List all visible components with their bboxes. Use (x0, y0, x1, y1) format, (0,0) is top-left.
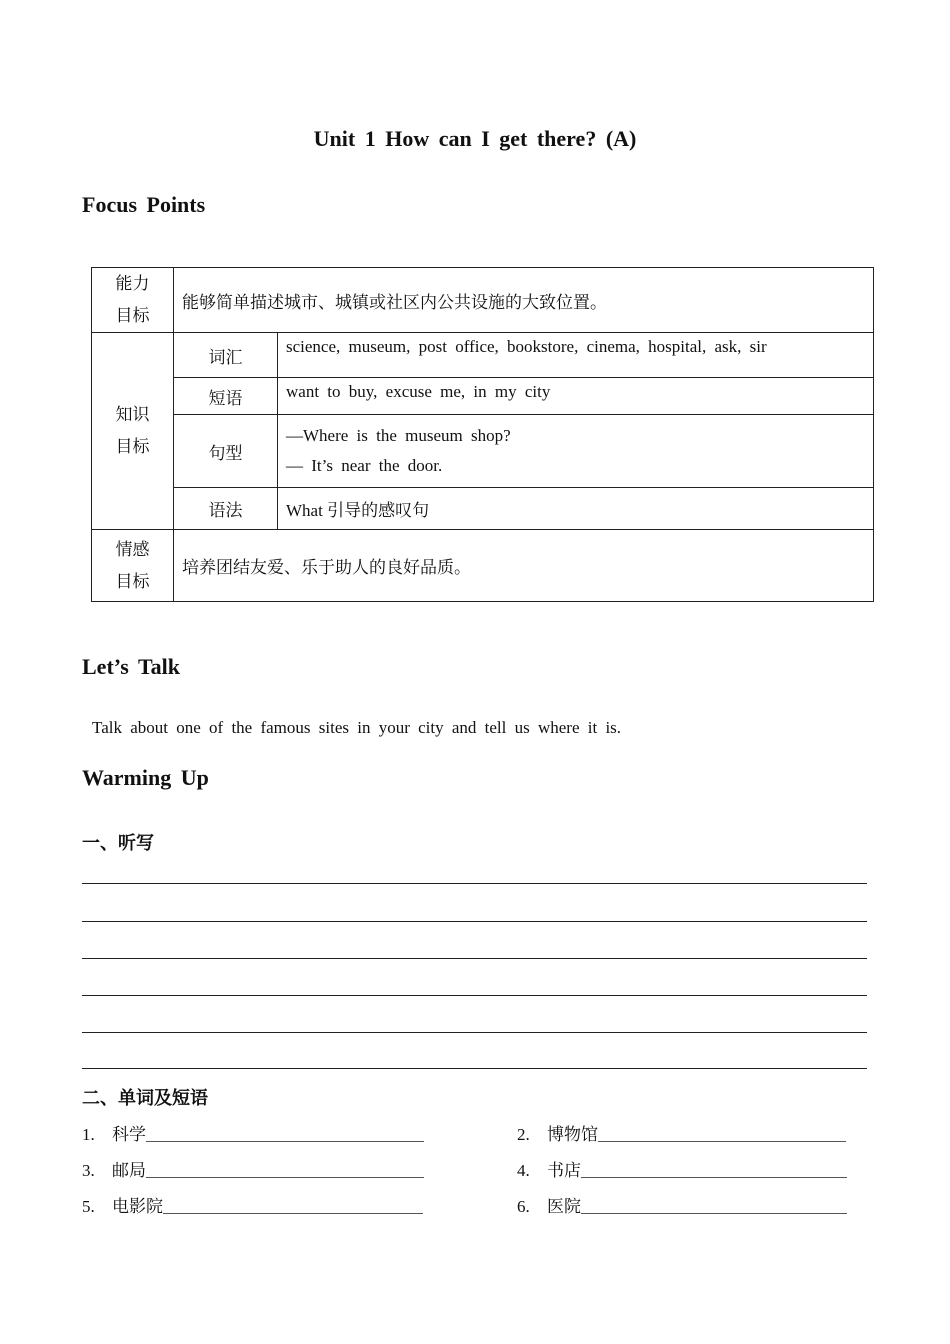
vocab-item (517, 1156, 847, 1181)
vocab-number: 4. (517, 1161, 530, 1180)
focus-points-heading: Focus Points (82, 192, 206, 217)
vocab-answer-blank[interactable] (598, 1141, 846, 1142)
vocab-number: 3. (82, 1161, 95, 1180)
phrase-label: 短语 (174, 378, 278, 415)
vocab-item (517, 1120, 846, 1145)
emotion-row (92, 530, 874, 602)
vocab-number: 1. (82, 1125, 95, 1144)
vocab-word: 医院 (547, 1197, 581, 1216)
dictation-line[interactable] (82, 958, 867, 959)
vocab-answer-blank[interactable] (146, 1177, 424, 1178)
dictation-heading: 一、听写 (82, 833, 154, 853)
vocab-heading: 二、单词及短语 (82, 1088, 208, 1108)
vocab-word: 邮局 (112, 1161, 146, 1180)
sentence-pattern-line1: —Where is the museum shop? (286, 426, 511, 445)
emotion-label-line2: 目标 (115, 571, 150, 591)
ability-label-line1: 能力 (115, 274, 150, 293)
vocab-word: 科学 (112, 1125, 146, 1144)
vocabulary-row (92, 333, 874, 378)
vocabulary-text: science, museum, post office, bookstore, cinema, hospital, ask, sir (278, 333, 874, 378)
vocab-word: 电影院 (112, 1197, 163, 1216)
dictation-line[interactable] (82, 1032, 867, 1033)
dictation-line[interactable] (82, 995, 867, 996)
dictation-line[interactable] (82, 921, 867, 922)
ability-label-line2: 目标 (115, 306, 150, 325)
vocab-number: 2. (517, 1125, 530, 1144)
vocab-answer-blank[interactable] (581, 1213, 847, 1214)
ability-label (92, 268, 174, 333)
grammar-row (92, 488, 874, 530)
vocab-answer-blank[interactable] (163, 1213, 423, 1214)
focus-points-table (91, 267, 874, 602)
emotion-label (92, 530, 174, 602)
vocab-item (517, 1192, 847, 1217)
sentence-pattern-text (278, 415, 874, 488)
warming-up-heading: Warming Up (82, 765, 209, 790)
lets-talk-text: Talk about one of the famous sites in your city and tell us where it is. (92, 718, 622, 737)
vocab-answer-blank[interactable] (146, 1141, 424, 1142)
knowledge-label-line2: 目标 (115, 437, 150, 456)
emotion-label-line1: 情感 (115, 539, 150, 559)
vocab-number: 6. (517, 1197, 530, 1216)
phrase-text: want to buy, excuse me, in my city (278, 378, 874, 415)
emotion-text: 培养团结友爱、乐于助人的良好品质。 (174, 530, 874, 602)
sentence-pattern-row (92, 415, 874, 488)
dictation-line[interactable] (82, 883, 867, 884)
ability-row (92, 268, 874, 333)
sentence-pattern-label: 句型 (174, 415, 278, 488)
vocab-word: 书店 (547, 1161, 581, 1180)
dictation-line[interactable] (82, 1068, 867, 1069)
ability-text: 能够简单描述城市、城镇或社区内公共设施的大致位置。 (174, 268, 874, 333)
knowledge-label-line1: 知识 (115, 405, 150, 424)
vocab-word: 博物馆 (547, 1125, 598, 1144)
lets-talk-heading: Let’s Talk (82, 654, 180, 679)
phrase-row (92, 378, 874, 415)
vocab-item (82, 1192, 423, 1217)
vocab-number: 5. (82, 1197, 95, 1216)
sentence-pattern-line2: — It’s near the door. (286, 456, 443, 475)
vocabulary-label: 词汇 (174, 333, 278, 378)
vocab-answer-blank[interactable] (581, 1177, 847, 1178)
grammar-label: 语法 (174, 488, 278, 530)
grammar-text: What 引导的感叹句 (278, 488, 874, 530)
vocab-item (82, 1120, 424, 1145)
vocab-item (82, 1156, 424, 1181)
knowledge-label (92, 333, 174, 530)
page-title: Unit 1 How can I get there? (A) (313, 126, 637, 151)
